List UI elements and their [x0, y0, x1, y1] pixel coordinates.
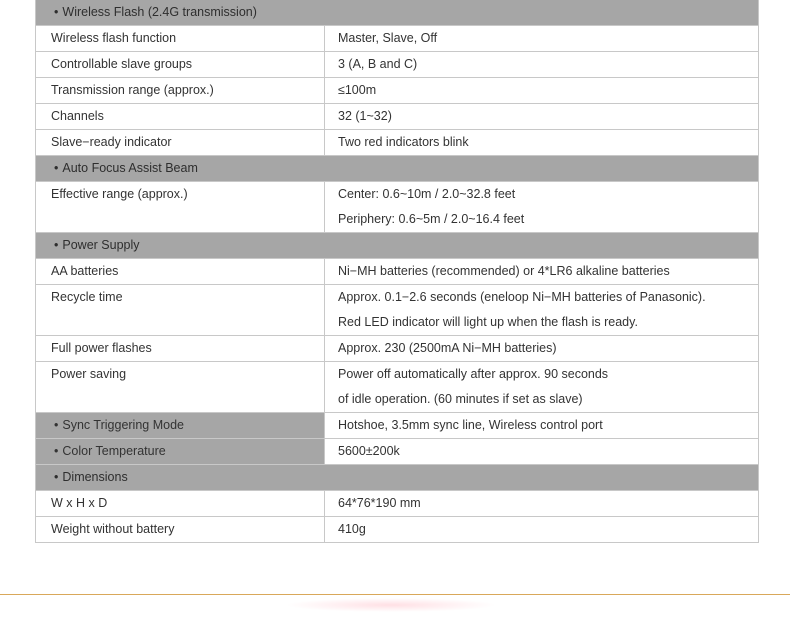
spec-label: W x H x D	[51, 496, 108, 510]
spec-value: 3 (A, B and C)	[338, 57, 418, 71]
spec-value: Power off automatically after approx. 90 seconds	[338, 367, 609, 381]
spec-value-cell	[325, 413, 758, 438]
spec-value-cell	[325, 78, 758, 103]
spec-label: Power saving	[51, 367, 127, 381]
spec-value-cell	[325, 182, 758, 232]
spec-value: ≤100m	[338, 83, 377, 97]
spec-label: Sync Triggering Mode	[62, 418, 184, 432]
spec-row	[36, 77, 758, 103]
spec-label-cell	[36, 104, 325, 129]
section-header-label: Power Supply	[62, 238, 140, 252]
spec-value: 410g	[338, 522, 366, 536]
spec-value: 32 (1~32)	[338, 109, 392, 123]
spec-label: Effective range (approx.)	[51, 187, 188, 201]
spec-value: Master, Slave, Off	[338, 31, 438, 45]
spec-value: Approx. 0.1−2.6 seconds (eneloop Ni−MH batteries of Panasonic).	[338, 290, 706, 304]
spec-label-cell	[36, 182, 325, 232]
spec-row	[36, 25, 758, 51]
spec-table	[35, 0, 759, 543]
spec-row	[36, 412, 758, 438]
spec-value-cell	[325, 336, 758, 361]
spec-label-cell	[36, 439, 325, 464]
spec-label-cell	[36, 285, 325, 335]
spec-value: 64*76*190 mm	[338, 496, 421, 510]
spec-label-cell	[36, 413, 325, 438]
spec-value: Approx. 230 (2500mA Ni−MH batteries)	[338, 341, 557, 355]
spec-value-cell	[325, 26, 758, 51]
spec-value-cell	[325, 362, 758, 412]
bullet-icon: •	[54, 161, 59, 175]
spec-row	[36, 181, 758, 232]
footer-divider	[0, 594, 790, 595]
spec-value-cell	[325, 439, 758, 464]
spec-row	[36, 438, 758, 464]
spec-row	[36, 258, 758, 284]
spec-row	[36, 516, 758, 542]
spec-label: Color Temperature	[62, 444, 166, 458]
spec-value: Periphery: 0.6~5m / 2.0~16.4 feet	[338, 212, 525, 226]
spec-value-cell	[325, 52, 758, 77]
spec-value: Two red indicators blink	[338, 135, 469, 149]
spec-value-cell	[325, 104, 758, 129]
spec-label-cell	[36, 26, 325, 51]
section-header	[36, 232, 758, 258]
spec-label-cell	[36, 78, 325, 103]
spec-row	[36, 129, 758, 155]
spec-value-cell	[325, 491, 758, 516]
spec-row	[36, 335, 758, 361]
spec-row	[36, 103, 758, 129]
spec-row	[36, 490, 758, 516]
bullet-icon: •	[54, 444, 59, 458]
section-header	[36, 0, 758, 25]
spec-label-cell	[36, 491, 325, 516]
spec-label: Wireless flash function	[51, 31, 177, 45]
spec-row	[36, 284, 758, 335]
footer-glow	[285, 598, 497, 612]
spec-value: Ni−MH batteries (recommended) or 4*LR6 alkaline batteries	[338, 264, 670, 278]
spec-row	[36, 51, 758, 77]
spec-label: Weight without battery	[51, 522, 175, 536]
section-header-label: Dimensions	[62, 470, 128, 484]
spec-row	[36, 361, 758, 412]
spec-label-cell	[36, 362, 325, 412]
spec-label: Full power flashes	[51, 341, 152, 355]
section-header-label: Wireless Flash (2.4G transmission)	[62, 5, 257, 19]
spec-label-cell	[36, 52, 325, 77]
spec-value-cell	[325, 517, 758, 542]
spec-label: AA batteries	[51, 264, 119, 278]
spec-label: Controllable slave groups	[51, 57, 193, 71]
bullet-icon: •	[54, 470, 59, 484]
spec-value: Hotshoe, 3.5mm sync line, Wireless control port	[338, 418, 603, 432]
spec-value: 5600±200k	[338, 444, 400, 458]
spec-value: of idle operation. (60 minutes if set as slave)	[338, 392, 583, 406]
spec-value-cell	[325, 259, 758, 284]
spec-value-cell	[325, 285, 758, 335]
spec-value: Red LED indicator will light up when the flash is ready.	[338, 315, 638, 329]
section-header-label: Auto Focus Assist Beam	[62, 161, 198, 175]
spec-label-cell	[36, 259, 325, 284]
spec-label: Transmission range (approx.)	[51, 83, 214, 97]
bullet-icon: •	[54, 418, 59, 432]
section-header	[36, 464, 758, 490]
spec-label-cell	[36, 517, 325, 542]
spec-value-cell	[325, 130, 758, 155]
spec-label: Slave−ready indicator	[51, 135, 172, 149]
spec-value: Center: 0.6~10m / 2.0~32.8 feet	[338, 187, 516, 201]
spec-label: Recycle time	[51, 290, 123, 304]
spec-label: Channels	[51, 109, 104, 123]
spec-label-cell	[36, 130, 325, 155]
bullet-icon: •	[54, 5, 59, 19]
spec-label-cell	[36, 336, 325, 361]
section-header	[36, 155, 758, 181]
bullet-icon: •	[54, 238, 59, 252]
